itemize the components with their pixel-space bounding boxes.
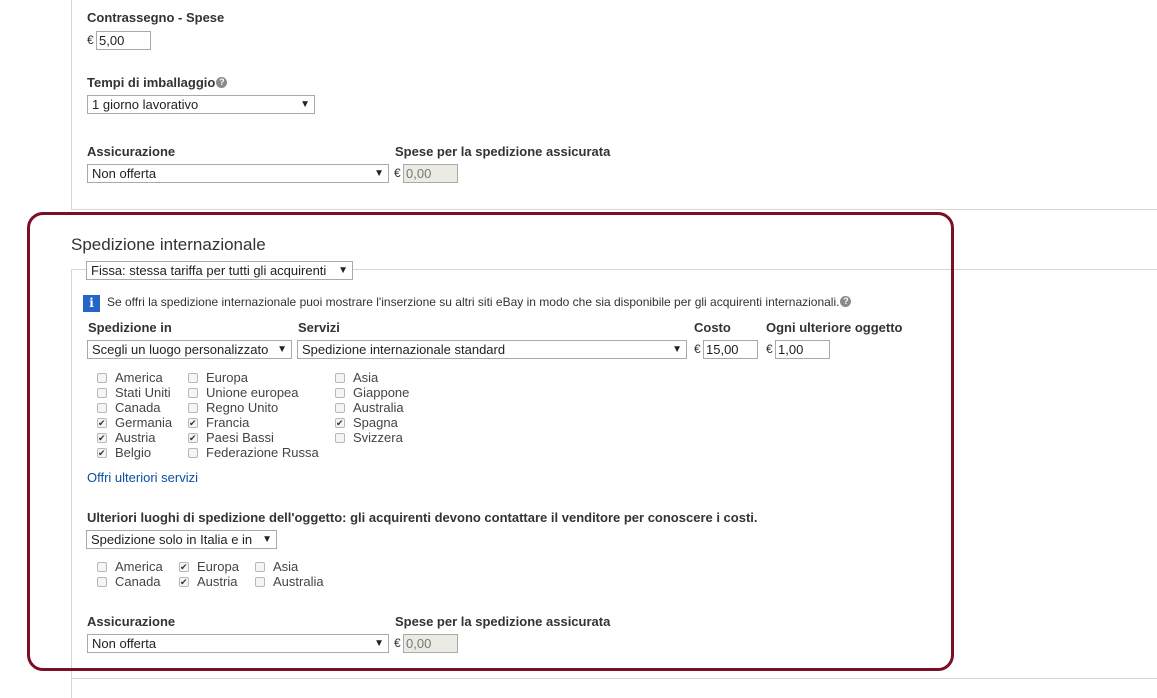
intl-insurance-select[interactable] (87, 634, 389, 653)
location-checkbox[interactable] (335, 433, 345, 443)
intl-insured-cost-label: Spese per la spedizione assicurata (395, 614, 611, 629)
help-icon[interactable]: ? (840, 296, 851, 307)
location-checkbox[interactable] (97, 418, 107, 428)
location-checkbox-row[interactable] (188, 370, 248, 385)
location-checkbox-label: America (115, 370, 163, 385)
cost-input[interactable]: 15,00 (703, 340, 758, 359)
additional-location-checkbox-label: Australia (273, 574, 324, 589)
additional-location-checkbox-row[interactable] (97, 559, 163, 574)
insurance-select[interactable] (87, 164, 389, 183)
additional-location-checkbox[interactable] (255, 562, 265, 572)
location-checkbox[interactable] (97, 403, 107, 413)
location-checkbox-label: Svizzera (353, 430, 403, 445)
location-checkbox-row[interactable] (97, 370, 163, 385)
insured-cost-input[interactable]: 0,00 (403, 164, 458, 183)
chevron-down-icon: ▼ (374, 168, 384, 179)
ship-to-value: Scegli un luogo personalizzato (92, 342, 269, 357)
cost-currency: € (694, 342, 701, 356)
location-checkbox-row[interactable] (335, 370, 378, 385)
location-checkbox[interactable] (188, 388, 198, 398)
handling-time-select[interactable] (87, 95, 315, 114)
cod-currency: € (87, 33, 94, 47)
location-checkbox-row[interactable] (97, 430, 155, 445)
additional-location-checkbox[interactable] (179, 562, 189, 572)
additional-location-checkbox[interactable] (179, 577, 189, 587)
additional-locations-select[interactable] (86, 530, 277, 549)
location-checkbox-label: Europa (206, 370, 248, 385)
col-ship-to: Spedizione in (88, 320, 172, 335)
additional-locations-label: Ulteriori luoghi di spedizione dell'oggetto: gli acquirenti devono contattare il venditore per conoscere i costi. (87, 510, 758, 525)
service-value: Spedizione internazionale standard (302, 342, 506, 357)
insurance-value: Non offerta (92, 166, 157, 181)
location-checkbox[interactable] (188, 418, 198, 428)
intl-insurance-label: Assicurazione (87, 614, 176, 629)
chevron-down-icon: ▼ (262, 534, 272, 545)
location-checkbox-label: Austria (115, 430, 156, 445)
ship-to-select[interactable] (87, 340, 292, 359)
location-checkbox[interactable] (97, 433, 107, 443)
chevron-down-icon: ▼ (672, 344, 682, 355)
location-checkbox-row[interactable] (188, 400, 278, 415)
intl-type-value: Fissa: stessa tariffa per tutti gli acquirenti (91, 263, 327, 278)
additional-location-checkbox[interactable] (255, 577, 265, 587)
location-checkbox-row[interactable] (97, 385, 171, 400)
insured-cost-label: Spese per la spedizione assicurata (395, 144, 611, 159)
intl-info-text-content: Se offri la spedizione internazionale puoi mostrare l'inserzione su altri siti eBay in modo che sia disponibile per gli acquirenti internazionali. (107, 295, 840, 309)
location-checkbox-label: Spagna (353, 415, 398, 430)
additional-location-checkbox-row[interactable] (179, 559, 239, 574)
location-checkbox[interactable] (97, 448, 107, 458)
chevron-down-icon: ▼ (338, 265, 348, 276)
intl-type-select[interactable] (86, 261, 353, 280)
location-checkbox-row[interactable] (335, 430, 403, 445)
col-additional: Ogni ulteriore oggetto (766, 320, 903, 335)
location-checkbox-row[interactable] (188, 415, 249, 430)
additional-location-checkbox-label: Asia (273, 559, 299, 574)
location-checkbox-row[interactable] (97, 415, 172, 430)
location-checkbox-label: Australia (353, 400, 404, 415)
location-checkbox[interactable] (97, 373, 107, 383)
section-divider (71, 209, 1157, 210)
more-services-link[interactable]: Offri ulteriori servizi (87, 470, 199, 485)
info-icon: i (83, 295, 100, 312)
additional-location-checkbox-label: Europa (197, 559, 239, 574)
location-checkbox[interactable] (188, 433, 198, 443)
additional-location-checkbox[interactable] (97, 562, 107, 572)
service-select[interactable] (297, 340, 687, 359)
intl-section-title: Spedizione internazionale (71, 235, 266, 254)
highlight-frame (27, 212, 954, 671)
location-checkbox-row[interactable] (188, 430, 274, 445)
insurance-label: Assicurazione (87, 144, 176, 159)
location-checkbox-label: Federazione Russa (206, 445, 319, 460)
location-checkbox-row[interactable] (335, 400, 404, 415)
location-checkbox[interactable] (335, 373, 345, 383)
additional-locations-value: Spedizione solo in Italia e in (91, 532, 253, 547)
additional-location-checkbox-label: Austria (197, 574, 238, 589)
col-services: Servizi (298, 320, 340, 335)
intl-info-text (107, 295, 851, 309)
location-checkbox[interactable] (335, 388, 345, 398)
help-icon[interactable]: ? (216, 77, 227, 88)
chevron-down-icon: ▼ (277, 344, 287, 355)
location-checkbox-label: Stati Uniti (115, 385, 171, 400)
location-checkbox-label: Regno Unito (206, 400, 279, 415)
location-checkbox-row[interactable] (188, 385, 299, 400)
location-checkbox-row[interactable] (188, 445, 319, 460)
chevron-down-icon: ▼ (300, 99, 310, 110)
location-checkbox[interactable] (188, 448, 198, 458)
location-checkbox-row[interactable] (335, 385, 409, 400)
additional-location-checkbox-label: Canada (115, 574, 161, 589)
intl-insurance-value: Non offerta (92, 636, 157, 651)
additional-cost-input[interactable]: 1,00 (775, 340, 830, 359)
handling-time-label-text: Tempi di imballaggio (87, 75, 216, 90)
insured-currency: € (394, 166, 401, 180)
location-checkbox[interactable] (335, 418, 345, 428)
location-checkbox[interactable] (188, 373, 198, 383)
location-checkbox-label: Canada (115, 400, 161, 415)
location-checkbox-label: Asia (353, 370, 379, 385)
location-checkbox-label: Unione europea (206, 385, 299, 400)
location-checkbox-row[interactable] (97, 445, 151, 460)
cod-label: Contrassegno - Spese (87, 10, 225, 25)
col-cost: Costo (694, 320, 731, 335)
additional-location-checkbox[interactable] (97, 577, 107, 587)
additional-location-checkbox-row[interactable] (255, 574, 324, 589)
location-checkbox-row[interactable] (335, 415, 398, 430)
location-checkbox-label: Paesi Bassi (206, 430, 274, 445)
additional-location-checkbox-row[interactable] (255, 559, 298, 574)
additional-location-checkbox-row[interactable] (179, 574, 237, 589)
additional-currency: € (766, 342, 773, 356)
chevron-down-icon: ▼ (374, 638, 384, 649)
location-checkbox-row[interactable] (97, 400, 161, 415)
location-checkbox-label: Francia (206, 415, 250, 430)
handling-time-value: 1 giorno lavorativo (92, 97, 199, 112)
section-left-border (71, 0, 72, 210)
handling-time-label (87, 75, 227, 90)
additional-location-checkbox-row[interactable] (97, 574, 161, 589)
location-checkbox-label: Giappone (353, 385, 410, 400)
location-checkbox[interactable] (188, 403, 198, 413)
additional-location-checkbox-label: America (115, 559, 163, 574)
intl-insured-currency: € (394, 636, 401, 650)
location-checkbox[interactable] (335, 403, 345, 413)
location-checkbox-label: Belgio (115, 445, 152, 460)
intl-insured-cost-input[interactable]: 0,00 (403, 634, 458, 653)
location-checkbox[interactable] (97, 388, 107, 398)
bottom-line (71, 678, 1157, 679)
cod-cost-input[interactable]: 5,00 (96, 31, 151, 50)
location-checkbox-label: Germania (115, 415, 173, 430)
